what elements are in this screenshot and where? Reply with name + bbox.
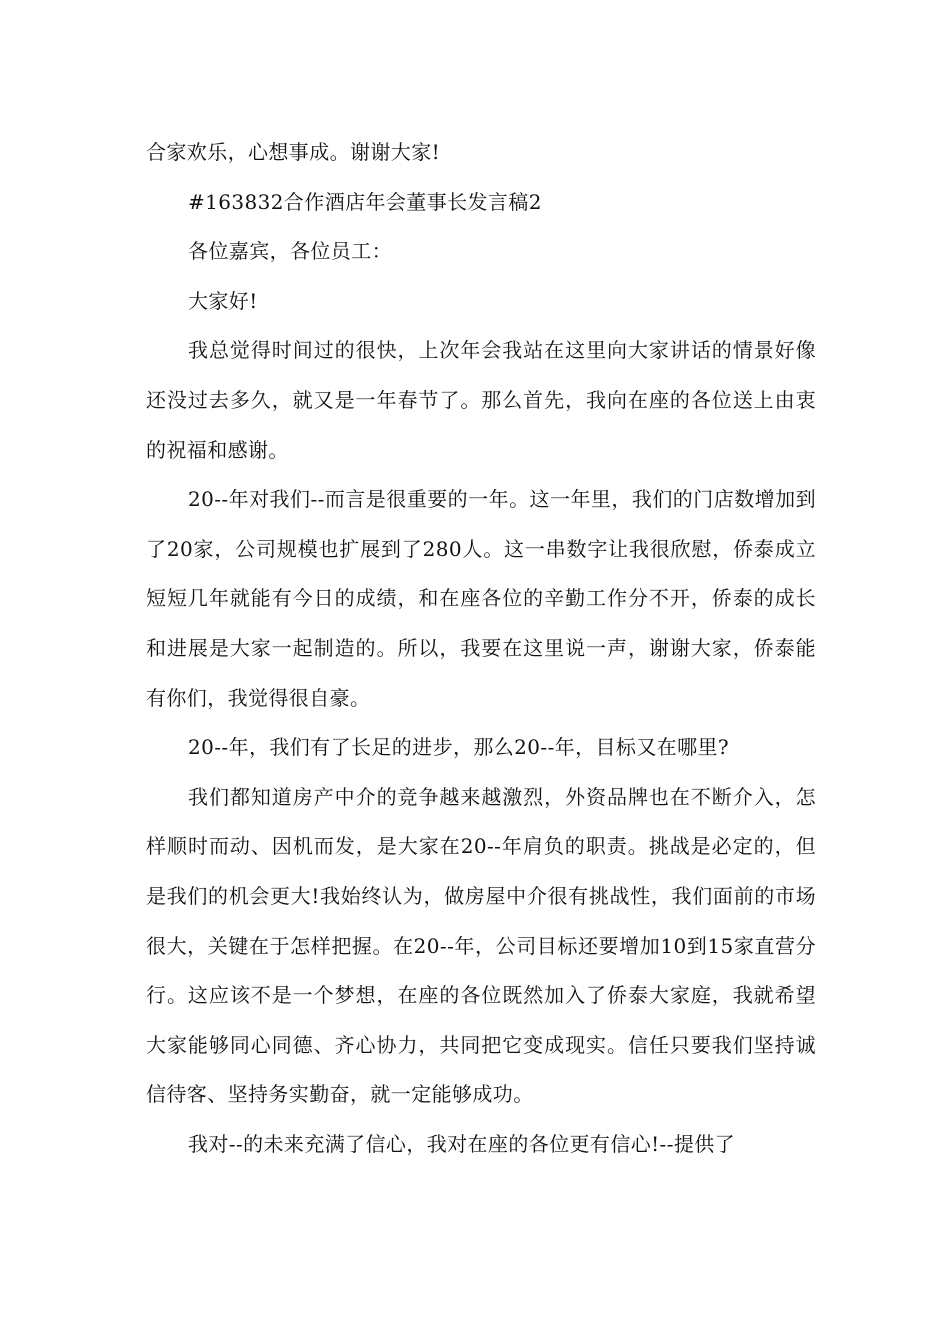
paragraph-goals: 我们都知道房产中介的竞争越来越激烈，外资品牌也在不断介入，怎样顺时而动、因机而发，是大家在20--年肩负的职责。挑战是必定的，但是我们的机会更大!我始终认为，做房屋中介很有挑战性，我们面前的市场很大，关键在于怎样把握。在20--年，公司目标还要增加10到15家直营分行。这应该不是一个梦想，在座的各位既然加入了侨泰大家庭，我就希望大家能够同心同德、齐心协力，共同把它变成现实。信任只要我们坚持诚信待客、坚持务实勤奋，就一定能够成功。 bbox=[146, 784, 816, 1107]
document-body bbox=[146, 128, 816, 1169]
paragraph-greeting: 大家好! bbox=[188, 288, 258, 313]
paragraph-closing-wishes: 合家欢乐，心想事成。谢谢大家! bbox=[146, 140, 441, 164]
paragraph-salutation: 各位嘉宾，各位员工： bbox=[188, 239, 392, 264]
paragraph-achievements: 20--年对我们--而言是很重要的一年。这一年里，我们的门店数增加到了20家，公司规模也扩展到了280人。这一串数字让我很欣慰，侨泰成立短短几年就能有今日的成绩，和在座各位的辛勤工作分不开，侨泰的成长和进展是大家一起制造的。所以，我要在这里说一声，谢谢大家，侨泰能有你们，我觉得很自豪。 bbox=[146, 487, 816, 710]
paragraph-opening: 我总觉得时间过的很快，上次年会我站在这里向大家讲话的情景好像还没过去多久，就又是一年春节了。那么首先，我向在座的各位送上由衷的祝福和感谢。 bbox=[146, 338, 816, 462]
paragraph-confidence: 我对--的未来充满了信心，我对在座的各位更有信心!--提供了 bbox=[188, 1131, 736, 1156]
section-title: #163832合作酒店年会董事长发言稿2 bbox=[188, 189, 542, 214]
paragraph-question: 20--年，我们有了长足的进步，那么20--年，目标又在哪里? bbox=[188, 735, 730, 760]
